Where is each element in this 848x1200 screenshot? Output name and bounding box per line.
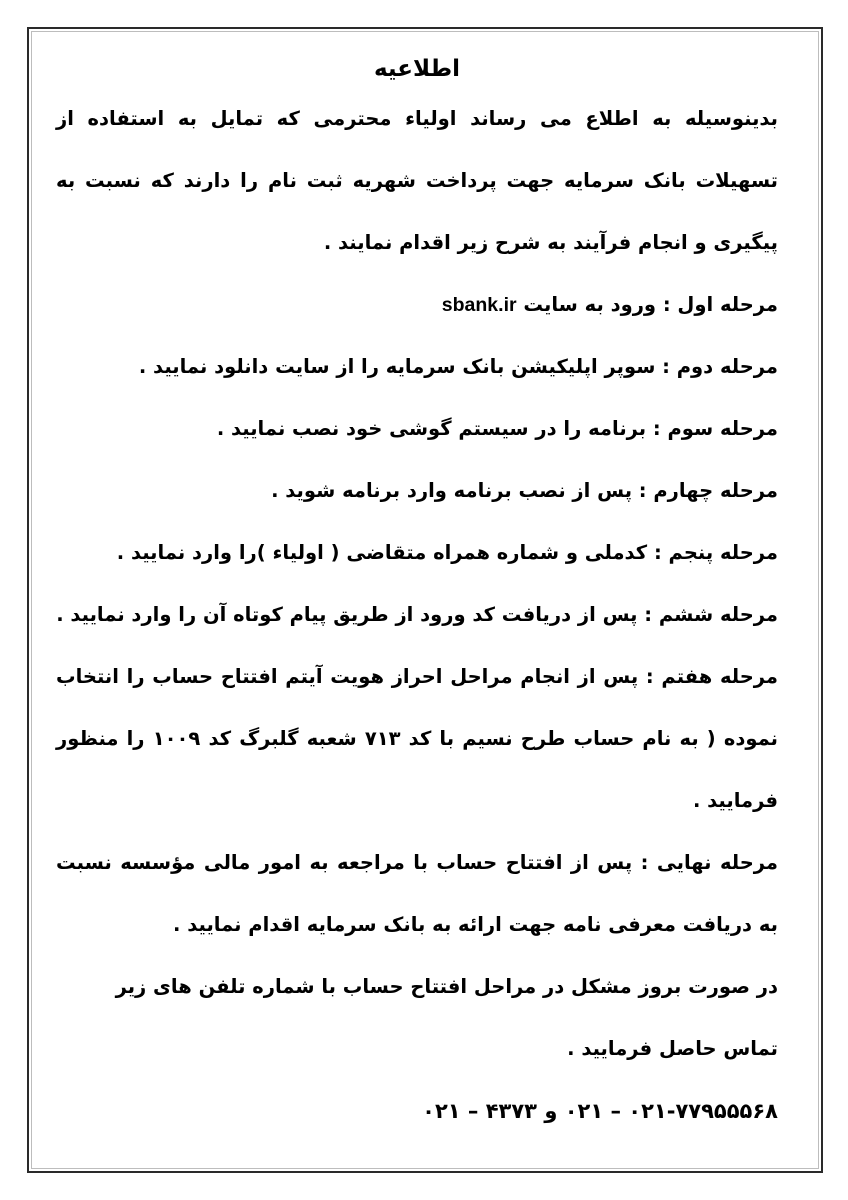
- notice-body: [56, 52, 778, 1142]
- final-step: مرحله نهایی : پس از افتتاح حساب با مراجعه به امور مالی مؤسسه نسبت به دریافت معرفی نامه جهت ارائه به بانک سرمایه اقدام نمایید .: [56, 851, 778, 936]
- notice-title: اطلاعیه: [373, 56, 461, 82]
- intro-paragraph: بدینوسیله به اطلاع می رساند اولیاء محترمی که تمایل به استفاده از تسهیلات بانک سرمایه جهت پرداخت شهریه ثبت نام را دارند که نسبت به پیگیری و انجام فرآیند به شرح زیر اقدام نمایند .: [56, 107, 778, 254]
- phone-numbers: ۰۲۱-۷۷۹۵۵۵۶۸ – ۰۲۱ و ۴۳۷۳ – ۰۲۱: [422, 1099, 778, 1123]
- website-link: sbank.ir: [441, 294, 517, 316]
- step-1-text: مرحله اول : ورود به سایت: [523, 293, 778, 316]
- step-7: مرحله هفتم : پس از انجام مراحل احراز هویت آیتم افتتاح حساب را انتخاب نموده ( به نام حساب طرح نسیم با کد ۷۱۳ شعبه گلبرگ کد ۱۰۰۹ را منظور فرمایید .: [56, 665, 779, 812]
- contact-note: در صورت بروز مشکل در مراحل افتتاح حساب با شماره تلفن های زیر تماس حاصل فرمایید .: [115, 975, 778, 1060]
- step-4: مرحله چهارم : پس از نصب برنامه وارد برنامه شوید .: [271, 479, 778, 502]
- step-3: مرحله سوم : برنامه را در سیستم گوشی خود نصب نمایید .: [216, 417, 778, 440]
- step-6: مرحله ششم : پس از دریافت کد ورود از طریق پیام کوتاه آن را وارد نمایید .: [56, 603, 778, 626]
- step-5: مرحله پنجم : کدملی و شماره همراه متقاضی ( اولیاء )را وارد نمایید .: [116, 541, 778, 564]
- step-2: مرحله دوم : سوپر اپلیکیشن بانک سرمایه را از سایت دانلود نمایید .: [138, 355, 778, 378]
- step-1: [56, 274, 778, 336]
